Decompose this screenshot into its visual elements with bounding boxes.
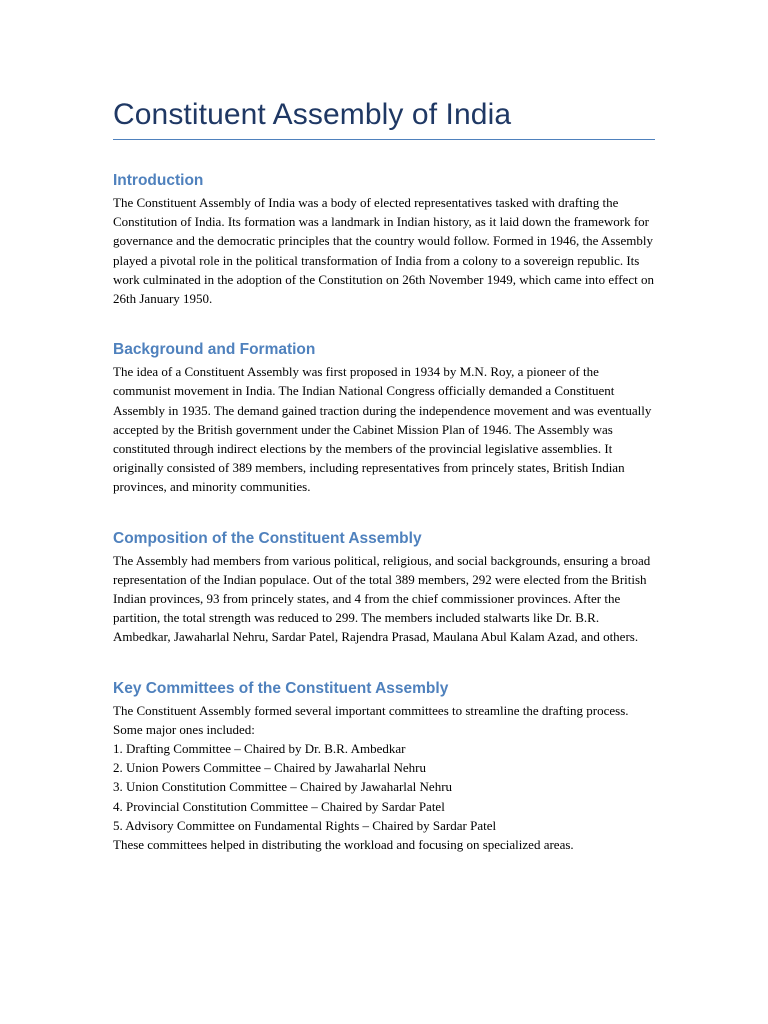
section-background — [113, 340, 655, 496]
title-underline-rule — [113, 139, 655, 140]
section-committees — [113, 679, 655, 855]
section-body-introduction: The Constituent Assembly of India was a body of elected representatives tasked with drafting the Constitution of India. Its formation was a landmark in Indian history, as it laid down the framework for governance and the democratic principles that the country would follow. Formed in 1946, the Assembly played a pivotal role in the political transformation of India from a colony to a sovereign republic. Its work culminated in the adoption of the Constitution on 26th November 1949, which came into effect on 26th January 1950. — [113, 195, 654, 307]
section-heading-background: Background and Formation — [113, 341, 316, 359]
committee-list-item: 1. Drafting Committee – Chaired by Dr. B.R. Ambedkar — [113, 741, 406, 757]
section-body-composition: The Assembly had members from various political, religious, and social backgrounds, ensuring a broad representation of the Indian populace. Out of the total 389 members, 292 were elected from the British Indian provinces, 93 from princely states, and 4 from the chief commissioner provinces. After the partition, the total strength was reduced to 299. The members included stalwarts like Dr. B.R. Ambedkar, Jawaharlal Nehru, Sardar Patel, Rajendra Prasad, Maulana Abul Kalam Azad, and others. — [113, 552, 651, 645]
committee-list-item: 5. Advisory Committee on Fundamental Rights – Chaired by Sardar Patel — [113, 817, 497, 833]
committee-list-item: 3. Union Constitution Committee – Chaired by Jawaharlal Nehru — [113, 779, 453, 795]
section-heading-introduction: Introduction — [113, 172, 204, 189]
committee-list-item: 2. Union Powers Committee – Chaired by Jawaharlal Nehru — [113, 760, 427, 776]
document-page — [113, 0, 655, 854]
document-title: Constituent Assembly of India — [113, 98, 512, 131]
section-heading-committees: Key Committees of the Constituent Assembly — [113, 679, 449, 697]
committee-list-item: 4. Provincial Constitution Committee – Chaired by Sardar Patel — [113, 798, 445, 814]
section-closing-committees: These committees helped in distributing the workload and focusing on specialized areas. — [113, 837, 574, 853]
committee-list — [113, 739, 655, 835]
section-heading-composition: Composition of the Constituent Assembly — [113, 529, 422, 547]
section-intro-committees: The Constituent Assembly formed several important committees to streamline the drafting process. Some major ones included: — [113, 702, 629, 737]
section-composition — [113, 529, 655, 647]
section-body-background: The idea of a Constituent Assembly was first proposed in 1934 by M.N. Roy, a pioneer of the communist movement in India. The Indian National Congress officially demanded a Constituent Assembly in 1935. The demand gained traction during the independence movement and was eventually accepted by the British government under the Cabinet Mission Plan of 1946. The Assembly was constituted through indirect elections by the members of the provincial legislative assemblies. It originally consisted of 389 members, including representatives from princely states, British Indian provinces, and minority communities. — [113, 364, 652, 495]
section-introduction — [113, 171, 655, 308]
